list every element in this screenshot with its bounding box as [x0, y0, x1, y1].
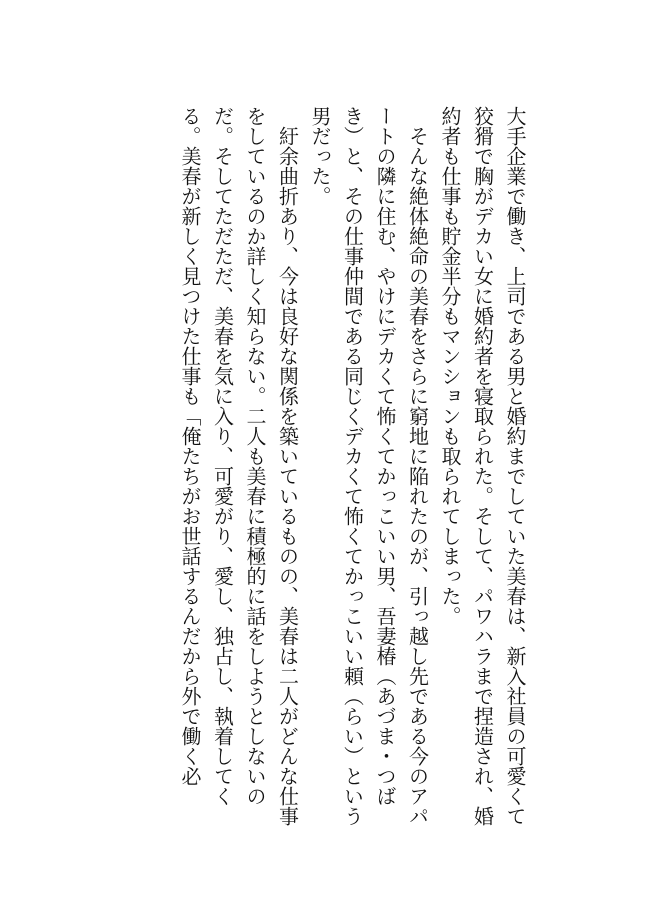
vertical-text-body [174, 106, 532, 830]
paragraph-2: そんな絶体絶命の美春をさらに窮地に陥れたのが、引っ越し先である今のアパートの隣に住む、やけにデカくて怖くてかっこいい男、吾妻椿（あづま・つばき）と、その仕事仲間である同じくデカくて怖くてかっこいい頼（らい）という男だった。 [308, 106, 430, 826]
paragraph-1: 大手企業で働き、上司である男と婚約までしていた美春は、新入社員の可愛くて狡猾で胸がデカい女に婚約者を寝取られた。そして、パワハラまで捏造され、婚約者も仕事も貯金半分もマンションも取られてしまった。 [438, 106, 527, 826]
paragraph-3: 紆余曲折あり、今は良好な関係を築いているものの、美春は二人がどんな仕事をしているのか詳しく知らない。二人も美春に積極的に話をしようとしないのだ。そしてただただ、美春を気に入り、可愛がり、愛し、独占し、執着してくる。美春が新しく見つけた仕事も「俺たちがお世話するんだから外で働く必 [178, 106, 300, 826]
